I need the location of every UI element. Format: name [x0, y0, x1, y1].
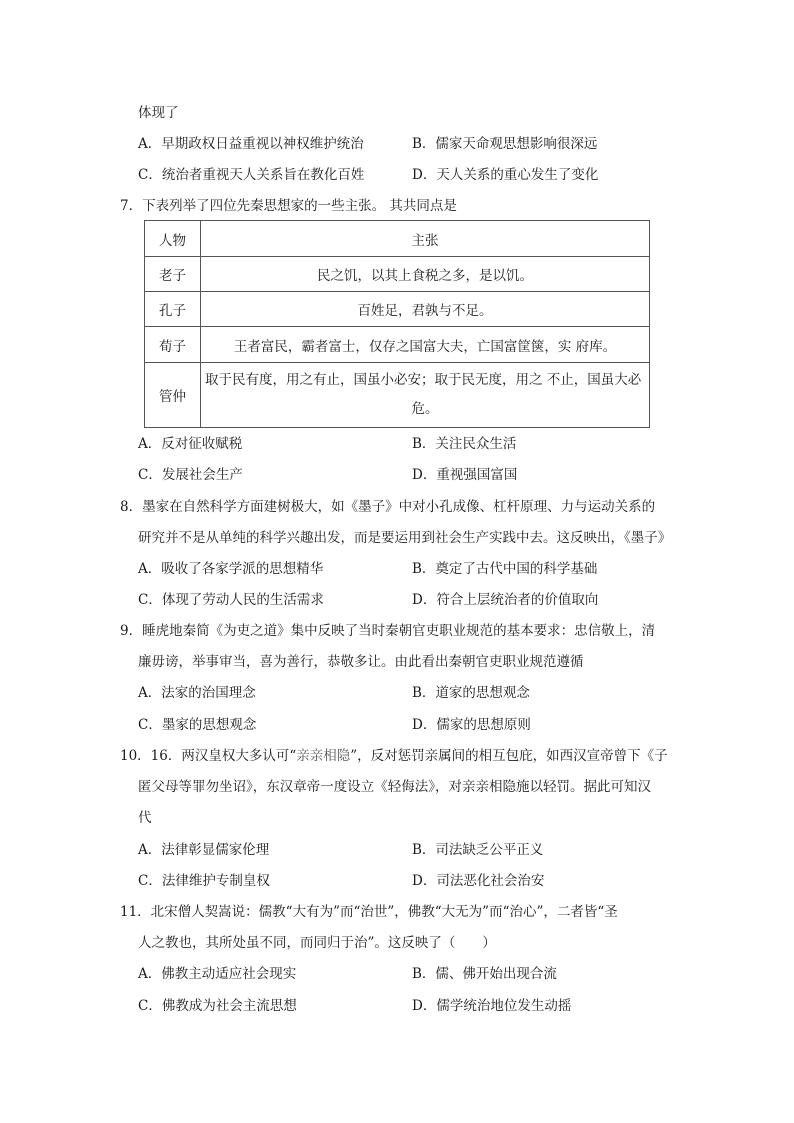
table-row	[145, 292, 650, 327]
q8-option-b: B．奠定了古代中国的科学基础	[412, 561, 598, 577]
table-row	[145, 327, 650, 363]
table-cell-proposition: 王者富民，霸者富士，仅存之国富大夫，亡国富筐箧，实 府库。	[201, 327, 650, 363]
table-cell-person: 孔子	[145, 292, 201, 327]
q9-option-d: D．儒家的思想原则	[412, 717, 531, 733]
table-cell-person: 荀子	[145, 327, 201, 363]
q9-option-b: B．道家的思想观念	[412, 685, 530, 701]
q11-stem-line-1: 11．北宋僧人契嵩说：儒教“大有为”而“治世”，佛教“大无为”而“治心”，二者皆“圣	[120, 904, 618, 920]
q9-stem-line-1: 9．睡虎地秦简《为吏之道》集中反映了当时秦朝官吏职业规范的基本要求：忠信敬上，清	[120, 623, 656, 639]
q10-option-b: B．司法缺乏公平正义	[412, 842, 544, 858]
table-cell-person: 老子	[145, 257, 201, 292]
q10-stem-line-3: 代	[138, 810, 152, 826]
q10-stem-prefix: 10．16．两汉皇权大多认可“	[120, 748, 297, 764]
q11-option-c: C．佛教成为社会主流思想	[138, 998, 297, 1014]
q7-stem: 7．下表列举了四位先秦思想家的一些主张。 其共同点是	[120, 198, 457, 214]
table-cell-proposition	[201, 363, 650, 428]
q8-stem-line-2: 研究并不是从单纯的科学兴趣出发，而是要运用到社会生产实践中去。这反映出，《墨子》	[138, 530, 672, 546]
q9-option-a: A．法家的治国理念	[138, 685, 256, 701]
q6-option-b: B．儒家天命观思想影响很深远	[412, 136, 598, 152]
table-header-person: 人物	[145, 221, 201, 257]
q10-stem-line-2: 匿父母等罪勿坐诏》，东汉章帝一度设立《轻侮法》，对亲亲相隐施以轻罚。据此可知汉	[138, 779, 651, 795]
q7-option-b: B．关注民众生活	[412, 436, 517, 452]
q6-option-a: A．早期政权日益重视以神权维护统治	[138, 136, 364, 152]
q6-option-c: C．统治者重视天人关系旨在教化百姓	[138, 167, 365, 183]
q6-stem-tail: 体现了	[138, 105, 179, 121]
q11-option-a: A．佛教主动适应社会现实	[138, 966, 297, 982]
q10-option-c: C．法律维护专制皇权	[138, 873, 270, 889]
table-header-proposition: 主张	[201, 221, 650, 257]
q10-option-d: D．司法恶化社会治安	[412, 873, 545, 889]
q10-stem-line-1	[120, 746, 668, 766]
q7-option-d: D．重视强国富国	[412, 467, 518, 483]
table-row	[145, 257, 650, 292]
q8-stem-line-1: 8．墨家在自然科学方面建树极大，如《墨子》中对小孔成像、杠杆原理、力与运动关系的	[120, 499, 656, 515]
q6-option-d: D．天人关系的重心发生了变化	[412, 167, 599, 183]
q9-stem-line-2: 廉毋谤，举事审当，喜为善行，恭敬多让。由此看出秦朝官吏职业规范遵循	[138, 654, 584, 670]
table-row	[145, 363, 650, 428]
q11-stem-line-2: 人之教也，其所处虽不同，而同归于治”。这反映了（ ）	[138, 935, 496, 951]
q8-option-c: C．体现了劳动人民的生活需求	[138, 592, 324, 608]
q7-option-c: C．发展社会生产	[138, 467, 243, 483]
q10-stem-suffix: ”，反对惩罚亲属间的相互包庇，如西汉宣帝曾下《子	[350, 748, 668, 764]
q9-option-c: C．墨家的思想观念	[138, 717, 257, 733]
q8-option-a: A．吸收了各家学派的思想精华	[138, 561, 324, 577]
table-cell-person: 管仲	[145, 363, 201, 428]
q10-option-a: A．法律彰显儒家伦理	[138, 842, 270, 858]
q7-option-a: A．反对征收赋税	[138, 436, 243, 452]
q11-option-d: D．儒学统治地位发生动摇	[412, 998, 572, 1014]
table-cell-text-line: 危。	[411, 401, 439, 417]
table-cell-proposition: 百姓足，君孰与不足。	[201, 292, 650, 327]
table-cell-text-line: 取于民有度，用之有止，国虽小必安；取于民无度，用之 不止，国虽大必	[205, 372, 642, 388]
q11-option-b: B．儒、佛开始出现合流	[412, 966, 557, 982]
q8-option-d: D．符合上层统治者的价值取向	[412, 592, 599, 608]
q10-stem-highlight: 亲亲相隐	[296, 748, 351, 764]
table-cell-proposition: 民之饥，以其上食税之多，是以饥。	[201, 257, 650, 292]
q7-table	[144, 220, 650, 428]
table-header-row	[145, 221, 650, 257]
